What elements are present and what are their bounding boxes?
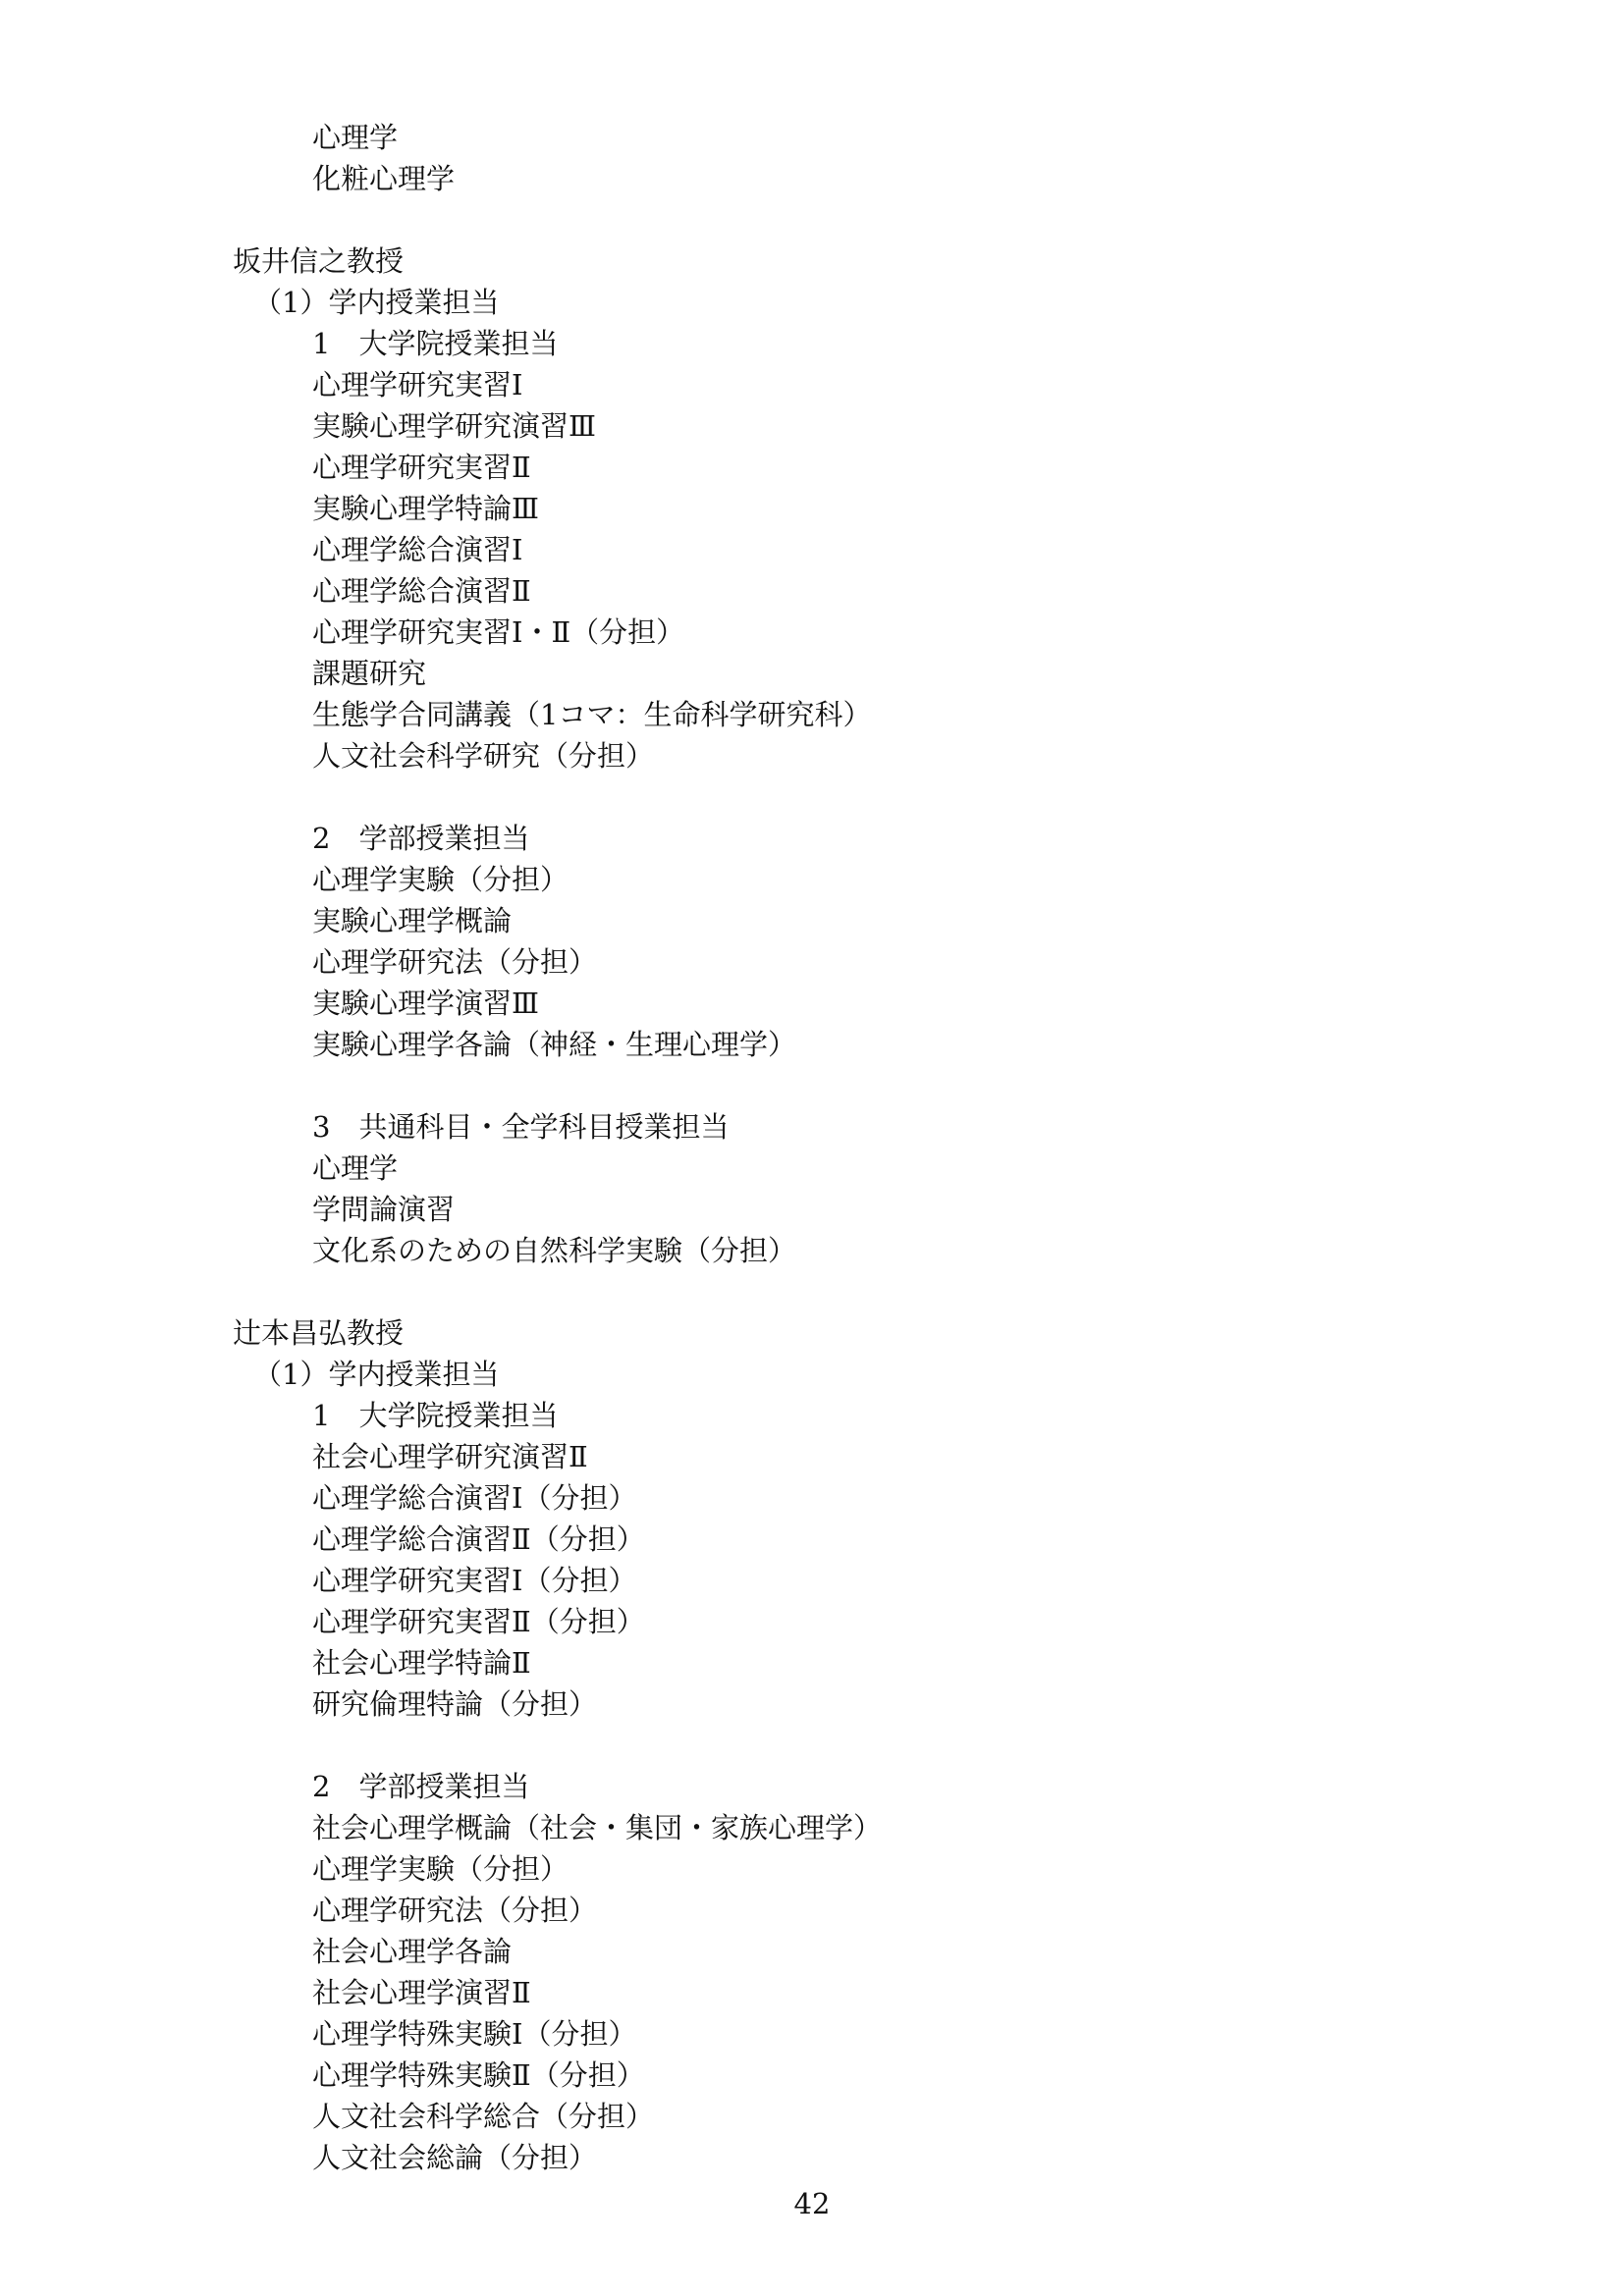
- list-item: 生態学合同講義（1コマ：生命科学研究科）: [312, 698, 872, 731]
- professor-name: 辻本昌弘教授: [233, 1316, 405, 1350]
- list-item: 社会心理学概論（社会・集団・家族心理学）: [312, 1811, 883, 1844]
- list-item: 実験心理学概論: [312, 904, 513, 937]
- list-item: 心理学特殊実験Ⅱ（分担）: [312, 2058, 645, 2092]
- subsection-heading: 2 学部授業担当: [312, 822, 530, 855]
- list-item: 人文社会科学研究（分担）: [312, 739, 655, 773]
- list-item: 化粧心理学: [312, 162, 456, 195]
- subsection-heading: 1 大学院授業担当: [312, 1399, 559, 1432]
- list-item: 学問論演習: [312, 1193, 456, 1226]
- list-item: 研究倫理特論（分担）: [312, 1687, 598, 1721]
- subsection-heading: 1 大学院授業担当: [312, 327, 559, 360]
- list-item: 心理学総合演習Ⅰ（分担）: [312, 1481, 637, 1515]
- list-item: 課題研究: [312, 657, 427, 690]
- section-heading: （1）学内授業担当: [253, 286, 500, 319]
- list-item: 心理学: [312, 121, 399, 154]
- list-item: 心理学: [312, 1151, 399, 1185]
- section-heading: （1）学内授業担当: [253, 1358, 500, 1391]
- page-number: 42: [793, 2187, 831, 2220]
- list-item: 心理学総合演習Ⅱ: [312, 574, 531, 608]
- list-item: 実験心理学演習Ⅲ: [312, 987, 539, 1020]
- professor-name: 坂井信之教授: [233, 244, 405, 278]
- list-item: 心理学研究法（分担）: [312, 1894, 598, 1927]
- list-item: 社会心理学各論: [312, 1935, 513, 1968]
- list-item: 心理学研究法（分担）: [312, 945, 598, 979]
- list-item: 心理学実験（分担）: [312, 863, 569, 896]
- list-item: 文化系のための自然科学実験（分担）: [312, 1234, 797, 1267]
- list-item: 社会心理学研究演習Ⅱ: [312, 1440, 588, 1473]
- list-item: 心理学研究実習Ⅱ（分担）: [312, 1605, 645, 1638]
- list-item: 実験心理学特論Ⅲ: [312, 492, 539, 525]
- list-item: 社会心理学特論Ⅱ: [312, 1646, 531, 1680]
- list-item: 人文社会科学総合（分担）: [312, 2100, 655, 2133]
- list-item: 人文社会総論（分担）: [312, 2141, 598, 2174]
- list-item: 心理学研究実習Ⅰ・Ⅱ（分担）: [312, 615, 685, 649]
- list-item: 心理学特殊実験Ⅰ（分担）: [312, 2017, 637, 2051]
- subsection-heading: 2 学部授業担当: [312, 1770, 530, 1803]
- list-item: 心理学研究実習Ⅰ: [312, 368, 523, 401]
- list-item: 心理学実験（分担）: [312, 1852, 569, 1886]
- list-item: 心理学総合演習Ⅰ: [312, 533, 523, 566]
- list-item: 社会心理学演習Ⅱ: [312, 1976, 531, 2009]
- list-item: 実験心理学研究演習Ⅲ: [312, 409, 596, 443]
- list-item: 心理学研究実習Ⅰ（分担）: [312, 1564, 637, 1597]
- list-item: 実験心理学各論（神経・生理心理学）: [312, 1028, 797, 1061]
- list-item: 心理学研究実習Ⅱ: [312, 451, 531, 484]
- subsection-heading: 3 共通科目・全学科目授業担当: [312, 1110, 730, 1144]
- list-item: 心理学総合演習Ⅱ（分担）: [312, 1522, 645, 1556]
